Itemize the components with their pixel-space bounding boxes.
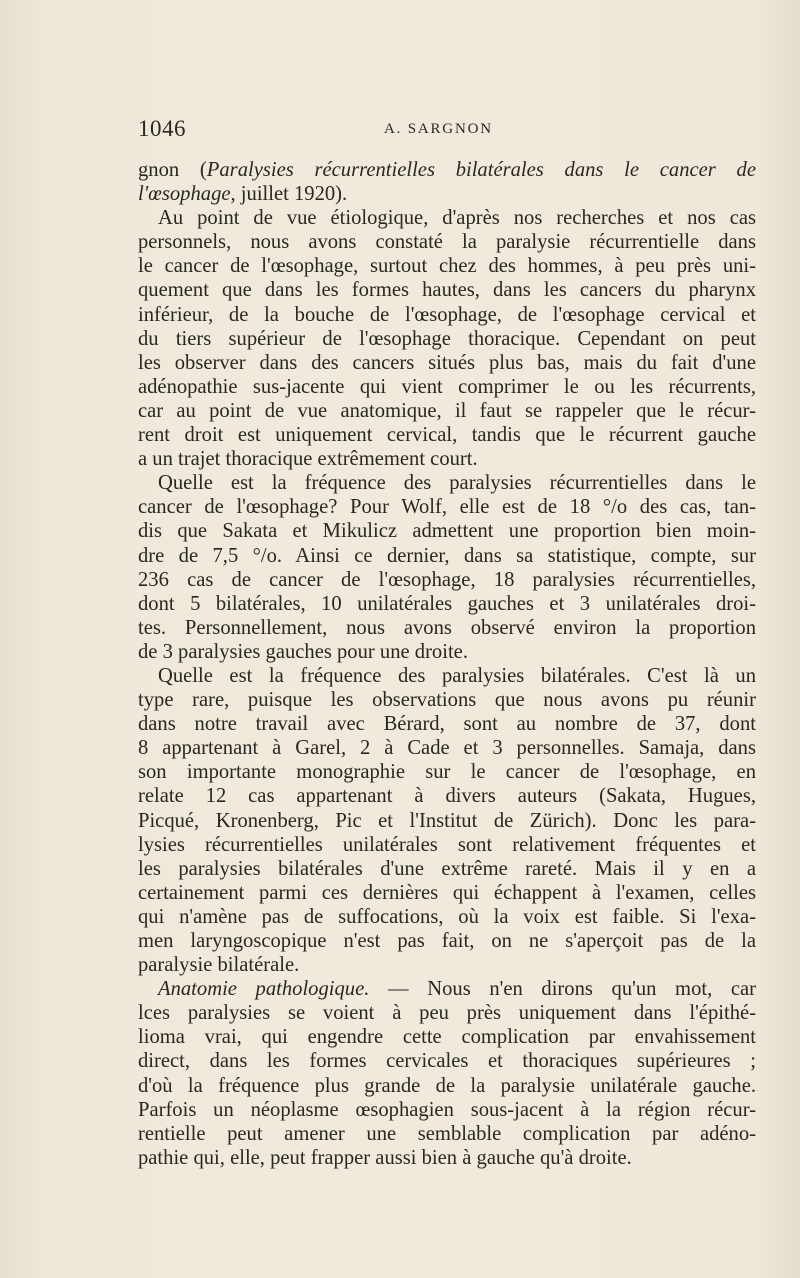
text-line: dans notre travail avec Bérard, sont au nombre de 37, dont: [138, 713, 756, 736]
text-line: d'où la fréquence plus grande de la paralysie unilatérale gauche.: [138, 1074, 756, 1097]
page-header: [138, 116, 756, 146]
text-line: certainement parmi ces dernières qui échappent à l'examen, celles: [138, 881, 756, 904]
text-line: a un trajet thoracique extrêmement court.: [138, 448, 478, 471]
text-line: du tiers supérieur de l'œsophage thoracique. Cependant on peut: [138, 327, 756, 350]
text-line: [138, 977, 756, 1001]
text-line: 8 appartenant à Garel, 2 à Cade et 3 personnelles. Samaja, dans: [138, 737, 756, 760]
body-text: [138, 158, 756, 1170]
text-line: lces paralysies se voient à peu près uniquement dans l'épithé-: [138, 1002, 756, 1025]
text-segment: gnon (: [138, 159, 207, 181]
text-line: relate 12 cas appartenant à divers auteurs (Sakata, Hugues,: [138, 785, 756, 808]
text-line: lioma vrai, qui engendre cette complication par envahissement: [138, 1026, 756, 1049]
text-line: [138, 158, 756, 182]
text-line: Au point de vue étiologique, d'après nos recherches et nos cas: [158, 207, 756, 230]
text-line: car au point de vue anatomique, il faut se rappeler que le récur-: [138, 399, 756, 422]
text-line: adénopathie sus-jacente qui vient comprimer le ou les récurrents,: [138, 375, 756, 398]
text-line: direct, dans les formes cervicales et thoraciques supérieures ;: [138, 1050, 756, 1073]
text-line: de 3 paralysies gauches pour une droite.: [138, 640, 468, 663]
text-line: dis que Sakata et Mikulicz admettent une proportion bien moin-: [138, 520, 756, 543]
text-line: rentielle peut amener une semblable complication par adéno-: [138, 1122, 756, 1145]
text-line: Picqué, Kronenberg, Pic et l'Institut de Zürich). Donc les para-: [138, 809, 756, 832]
text-line: quement que dans les formes hautes, dans les cancers du pharynx: [138, 279, 756, 302]
text-line: dre de 7,5 °/o. Ainsi ce dernier, dans sa statistique, compte, sur: [138, 544, 756, 567]
text-line: inférieur, de la bouche de l'œsophage, de l'œsophage cervical et: [138, 303, 756, 326]
text-line: lysies récurrentielles unilatérales sont relativement fréquentes et: [138, 833, 756, 856]
text-line: cancer de l'œsophage? Pour Wolf, elle est de 18 °/o des cas, tan-: [138, 496, 756, 519]
text-line: Quelle est la fréquence des paralysies récurrentielles dans le: [158, 472, 756, 495]
text-line: les paralysies bilatérales d'une extrême rareté. Mais il y en a: [138, 857, 756, 880]
text-line: qui n'amène pas de suffocations, où la voix est faible. Si l'exa-: [138, 905, 756, 928]
text-line: [138, 182, 756, 206]
italic-segment: l'œsophage,: [138, 183, 236, 206]
text-line: pathie qui, elle, peut frapper aussi bien à gauche qu'à droite.: [138, 1146, 632, 1169]
running-head: A. SARGNON: [384, 121, 493, 137]
text-line: personnels, nous avons constaté la paralysie récurrentielle dans: [138, 231, 756, 254]
text-line: 236 cas de cancer de l'œsophage, 18 paralysies récurrentielles,: [138, 568, 756, 591]
text-line: tes. Personnellement, nous avons observé environ la proportion: [138, 616, 756, 639]
italic-segment: Anatomie pathologique.: [158, 978, 370, 1001]
text-line: men laryngoscopique n'est pas fait, on ne s'aperçoit pas de la: [138, 930, 756, 952]
text-line: Quelle est la fréquence des paralysies bilatérales. C'est là un: [158, 664, 756, 687]
page-number: 1046: [138, 116, 186, 141]
text-line: les observer dans des cancers situés plus bas, mais du fait d'une: [138, 351, 756, 374]
text-line: dont 5 bilatérales, 10 unilatérales gauches et 3 unilatérales droi-: [138, 592, 756, 615]
text-line: paralysie bilatérale.: [138, 954, 300, 977]
text-segment: — Nous n'en dirons qu'un mot, car: [369, 978, 756, 1001]
italic-segment: Paralysies récurrentielles bilatérales dans le cancer de: [206, 159, 756, 181]
text-segment: juillet 1920).: [235, 183, 348, 206]
text-line: type rare, puisque les observations que nous avons pu réunir: [138, 689, 756, 712]
text-line: rent droit est uniquement cervical, tandis que le récurrent gauche: [138, 424, 756, 447]
text-line: Parfois un néoplasme œsophagien sous-jacent à la région récur-: [138, 1098, 756, 1121]
text-line: le cancer de l'œsophage, surtout chez des hommes, à peu près uni-: [138, 255, 756, 278]
text-line: son importante monographie sur le cancer de l'œsophage, en: [138, 761, 756, 784]
